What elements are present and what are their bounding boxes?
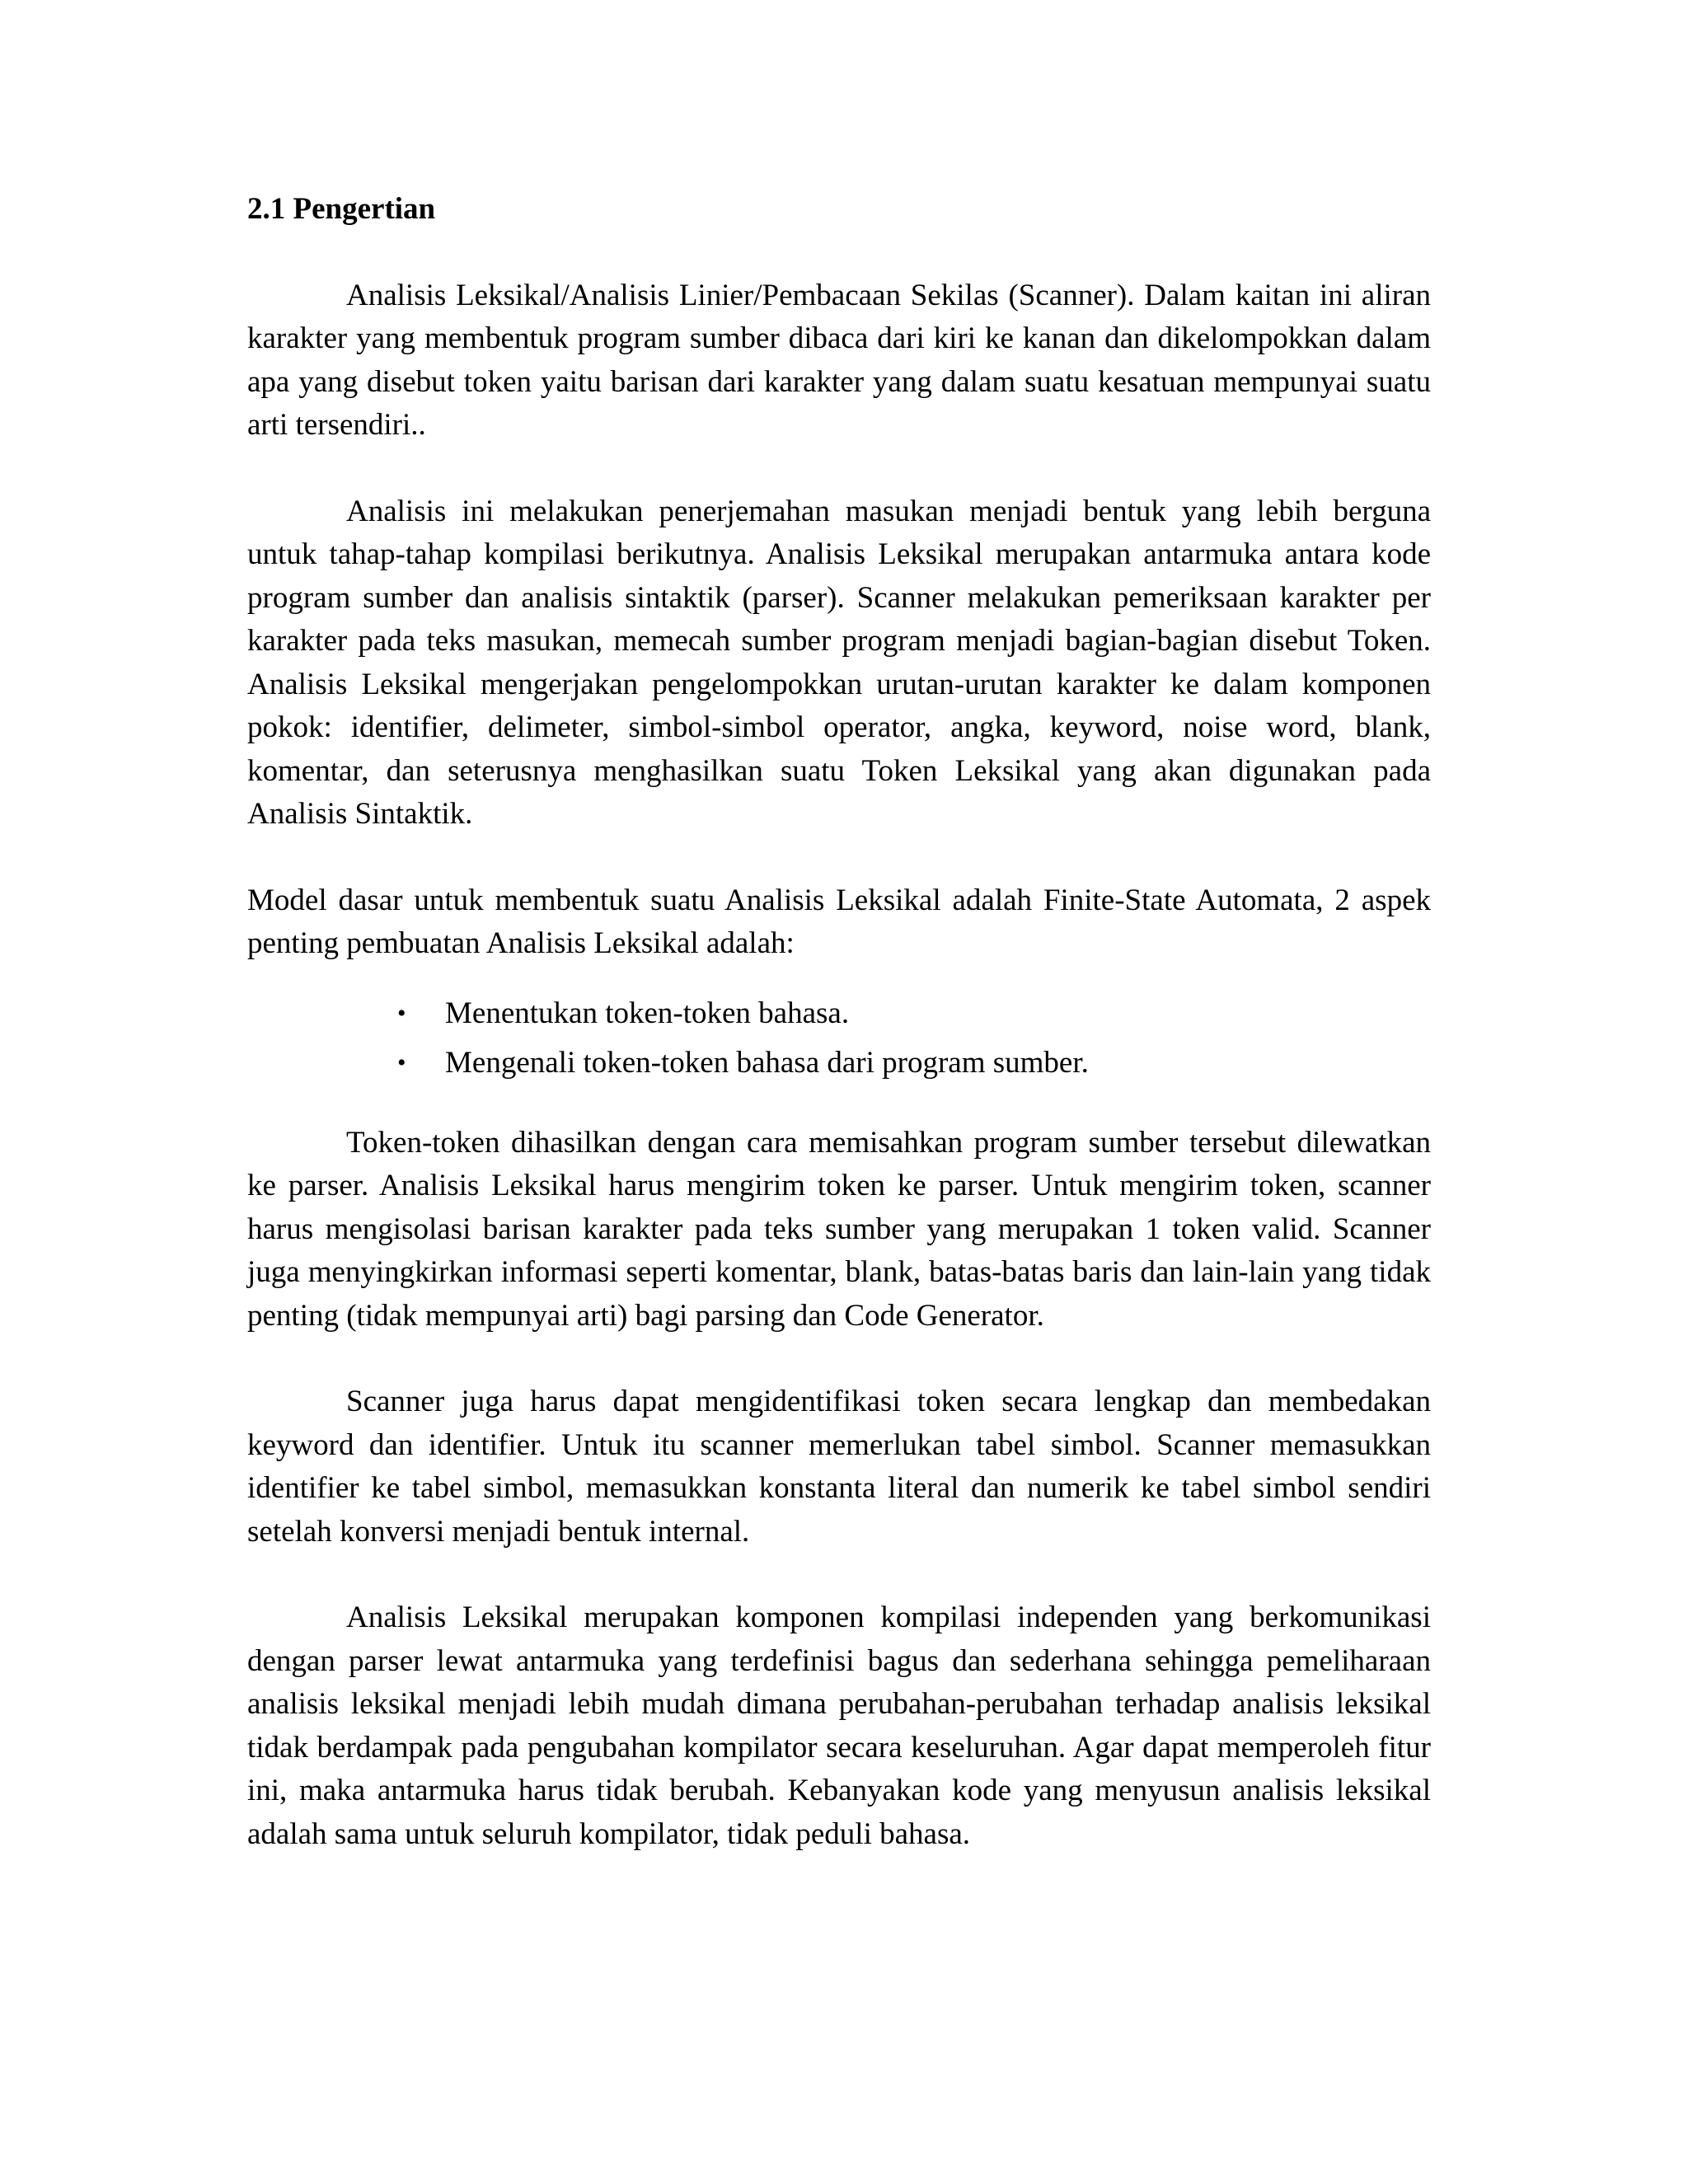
paragraph-scanner-definition: Analisis Leksikal/Analisis Linier/Pembacaan Sekilas (Scanner). Dalam kaitan ini aliran karakter yang membentuk program sumber dibaca dari kiri ke kanan dan dikelompokkan dalam apa yang disebut token yaitu barisan dari karakter yang dalam suatu kesatuan mempunyai suatu arti tersendiri..: [247, 278, 1431, 442]
section-heading: 2.1 Pengertian: [247, 192, 436, 226]
bullet-icon: •: [397, 1049, 406, 1076]
list-item: [397, 992, 1431, 1036]
paragraph-independent-component: Analisis Leksikal merupakan komponen kompilasi independen yang berkomunikasi dengan parser lewat antarmuka yang terdefinisi bagus dan sederhana sehingga pemeliharaan analisis leksikal menjadi lebih mudah dimana perubahan-perubahan terhadap analisis leksikal tidak berdampak pada pengubahan kompilator secara keseluruhan. Agar dapat memperoleh fitur ini, maka antarmuka harus tidak berubah. Kebanyakan kode yang menyusun analisis leksikal adalah sama untuk seluruh kompilator, tidak peduli bahasa.: [247, 1601, 1431, 1851]
aspects-list: [247, 992, 1431, 1085]
paragraph-analysis-role: Analisis ini melakukan penerjemahan masukan menjadi bentuk yang lebih berguna untuk tahap-tahap kompilasi berikutnya. Analisis Leksikal merupakan antarmuka antara kode program sumber dan analisis sintaktik (parser). Scanner melakukan pemeriksaan karakter per karakter pada teks masukan, memecah sumber program menjadi bagian-bagian disebut Token. Analisis Leksikal mengerjakan pengelompokkan urutan-urutan karakter ke dalam komponen pokok: identifier, delimeter, simbol-simbol operator, angka, keyword, noise word, blank, komentar, dan seterusnya menghasilkan suatu Token Leksikal yang akan digunakan pada Analisis Sintaktik.: [247, 494, 1431, 831]
document-page: [247, 188, 1431, 1899]
list-item-text: Mengenali token-token bahasa dari program sumber.: [445, 1046, 1089, 1080]
list-item: [397, 1042, 1431, 1085]
paragraph-symbol-table: Scanner juga harus dapat mengidentifikasi token secara lengkap dan membedakan keyword dan identifier. Untuk itu scanner memerlukan tabel simbol. Scanner memasukkan identifier ke tabel simbol, memasukkan konstanta literal dan numerik ke tabel simbol sendiri setelah konversi menjadi bentuk internal.: [247, 1385, 1431, 1549]
list-item-text: Menentukan token-token bahasa.: [445, 996, 850, 1030]
bullet-icon: •: [397, 999, 406, 1027]
paragraph-basic-model: Model dasar untuk membentuk suatu Analisis Leksikal adalah Finite-State Automata, 2 aspek penting pembuatan Analisis Leksikal adalah:: [247, 883, 1431, 960]
paragraph-token-generation: Token-token dihasilkan dengan cara memisahkan program sumber tersebut dilewatkan ke parser. Analisis Leksikal harus mengirim token ke parser. Untuk mengirim token, scanner harus mengisolasi barisan karakter pada teks sumber yang merupakan 1 token valid. Scanner juga menyingkirkan informasi seperti komentar, blank, batas-batas baris dan lain-lain yang tidak penting (tidak mempunyai arti) bagi parsing dan Code Generator.: [247, 1125, 1431, 1333]
